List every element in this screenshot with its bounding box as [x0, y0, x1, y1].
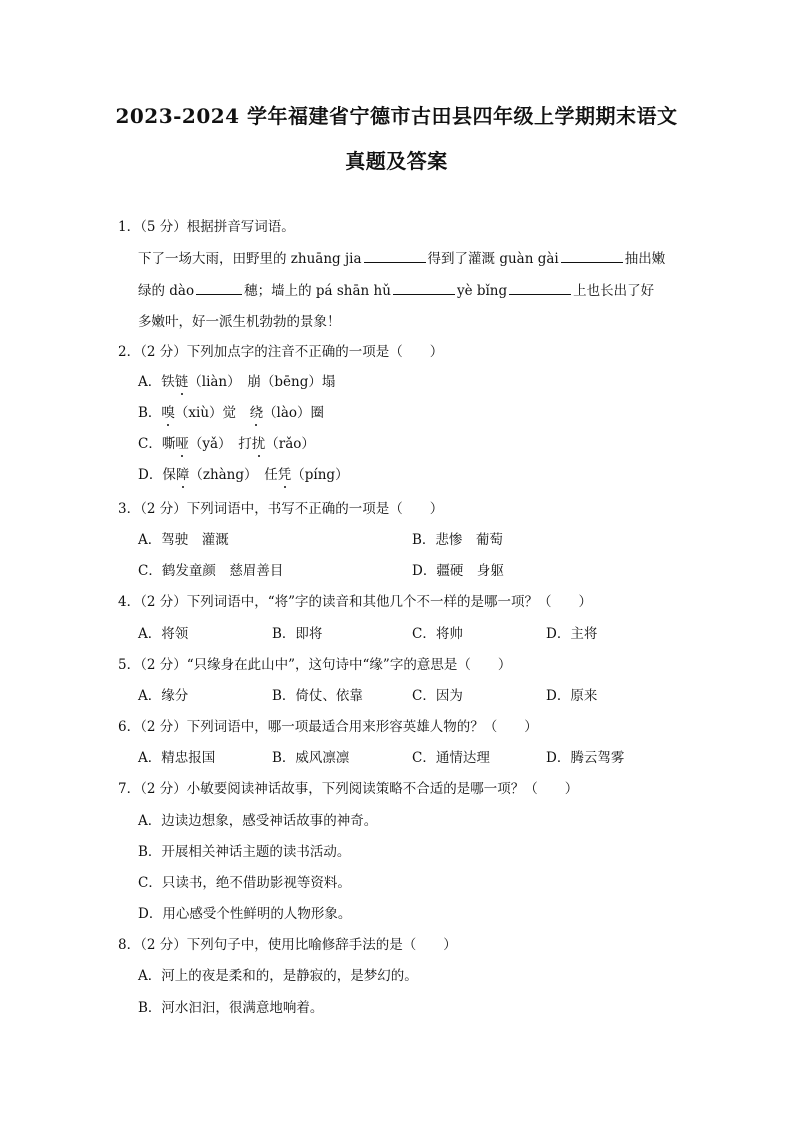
question-1-line-2 — [138, 281, 654, 300]
question-1-line-1 — [138, 249, 665, 268]
answer-blank — [561, 249, 623, 263]
dotted-character: 绕 — [249, 405, 264, 421]
question-5-stem: 5．（2 分）“只缘身在此山中”，这句诗中“缘”字的意思是（ ） — [118, 657, 512, 673]
question-3-option-d: D．疆硬 身躯 — [412, 563, 504, 579]
option-text: （zhàng） 任 — [189, 467, 278, 483]
question-6-option-d: D．腾云驾雾 — [546, 750, 625, 766]
answer-blank — [509, 281, 571, 295]
question-5-option-b: B．倚仗、依靠 — [272, 688, 363, 704]
option-text: （yǎ） 打 — [188, 436, 252, 452]
question-1-stem: 1．（5 分）根据拼音写词语。 — [118, 219, 295, 235]
option-text: （xiù）觉 — [174, 405, 250, 421]
dotted-character: 扰 — [251, 436, 266, 452]
question-7-option-d: D．用心感受个性鲜明的人物形象。 — [138, 906, 352, 922]
question-5-option-c: C．因为 — [412, 688, 463, 704]
dotted-character: 嗅 — [161, 405, 175, 421]
option-text: C．嘶 — [138, 436, 176, 452]
question-5-option-a: A．缘分 — [138, 688, 189, 704]
question-4-option-c: C．将帅 — [412, 626, 463, 642]
question-3-stem: 3．（2 分）下列词语中，书写不正确的一项是（ ） — [118, 501, 444, 517]
question-2-option-d — [138, 466, 349, 484]
option-text: D．保 — [138, 467, 176, 483]
option-text: （rǎo） — [265, 436, 315, 452]
question-3-option-a: A．驾驶 灌溉 — [138, 532, 229, 548]
question-4-option-a: A．将领 — [138, 626, 189, 642]
q1-text-e: 穗；墙上的 pá shān hǔ — [244, 283, 391, 299]
dotted-character: 哑 — [175, 436, 189, 452]
option-text: （liàn） 崩（bēng）塌 — [188, 374, 336, 390]
question-4-option-b: B．即将 — [272, 626, 323, 642]
q1-text-a: 下了一场大雨，田野里的 zhuāng jia — [138, 251, 362, 267]
option-text: （píng） — [291, 467, 349, 483]
q1-text-c: 抽出嫩 — [624, 251, 666, 267]
question-7-option-a: A．边读边想象，感受神话故事的神奇。 — [138, 813, 378, 829]
question-8-option-b: B．河水汩汩，很满意地响着。 — [138, 1000, 324, 1016]
q1-text-g: 上也长出了好 — [573, 283, 655, 299]
question-7-option-c: C．只读书，绝不借助影视等资料。 — [138, 875, 351, 891]
question-6-option-b: B．威风凛凛 — [272, 750, 350, 766]
dotted-character: 凭 — [277, 467, 292, 483]
option-text: （lào）圈 — [263, 405, 325, 421]
question-6-option-a: A．精忠报国 — [138, 750, 216, 766]
q1-text-f: yè bǐng — [456, 283, 508, 299]
question-5-option-d: D．原来 — [546, 688, 598, 704]
document-title-line-1: 2023-2024 学年福建省宁德市古田县四年级上学期期末语文 — [115, 104, 678, 128]
answer-blank — [393, 281, 455, 295]
document-title-line-2: 真题及答案 — [345, 149, 448, 173]
dotted-character: 障 — [175, 467, 190, 483]
question-2-option-b — [138, 404, 324, 422]
question-6-option-c: C．通情达理 — [412, 750, 490, 766]
option-text: B． — [138, 405, 162, 421]
question-7-stem: 7．（2 分）小敏要阅读神话故事，下列阅读策略不合适的是哪一项？（ ） — [118, 781, 579, 797]
option-text: A．铁 — [138, 374, 175, 390]
dotted-character: 链 — [174, 374, 189, 390]
answer-blank — [364, 249, 426, 263]
question-4-option-d: D．主将 — [546, 626, 598, 642]
question-8-stem: 8．（2 分）下列句子中，使用比喻修辞手法的是（ ） — [118, 937, 457, 953]
question-6-stem: 6．（2 分）下列词语中，哪一项最适合用来形容英雄人物的？（ ） — [118, 719, 538, 735]
question-2-option-a — [138, 373, 335, 391]
question-3-option-c: C．鹤发童颜 慈眉善目 — [138, 563, 284, 579]
q1-text-b: 得到了灌溉 guàn gài — [427, 251, 559, 267]
question-4-stem: 4．（2 分）下列词语中，“将”字的读音和其他几个不一样的是哪一项？（ ） — [118, 594, 593, 610]
question-3-option-b: B．悲惨 葡萄 — [412, 532, 503, 548]
question-7-option-b: B．开展相关神话主题的读书活动。 — [138, 844, 351, 860]
question-8-option-a: A．河上的夜是柔和的，是静寂的，是梦幻的。 — [138, 968, 418, 984]
question-1-line-3: 多嫩叶，好一派生机勃勃的景象！ — [138, 314, 341, 330]
question-2-option-c — [138, 435, 315, 453]
answer-blank — [196, 281, 242, 295]
q1-text-d: 绿的 dào — [138, 283, 195, 299]
question-2-stem: 2．（2 分）下列加点字的注音不正确的一项是（ ） — [118, 344, 444, 360]
